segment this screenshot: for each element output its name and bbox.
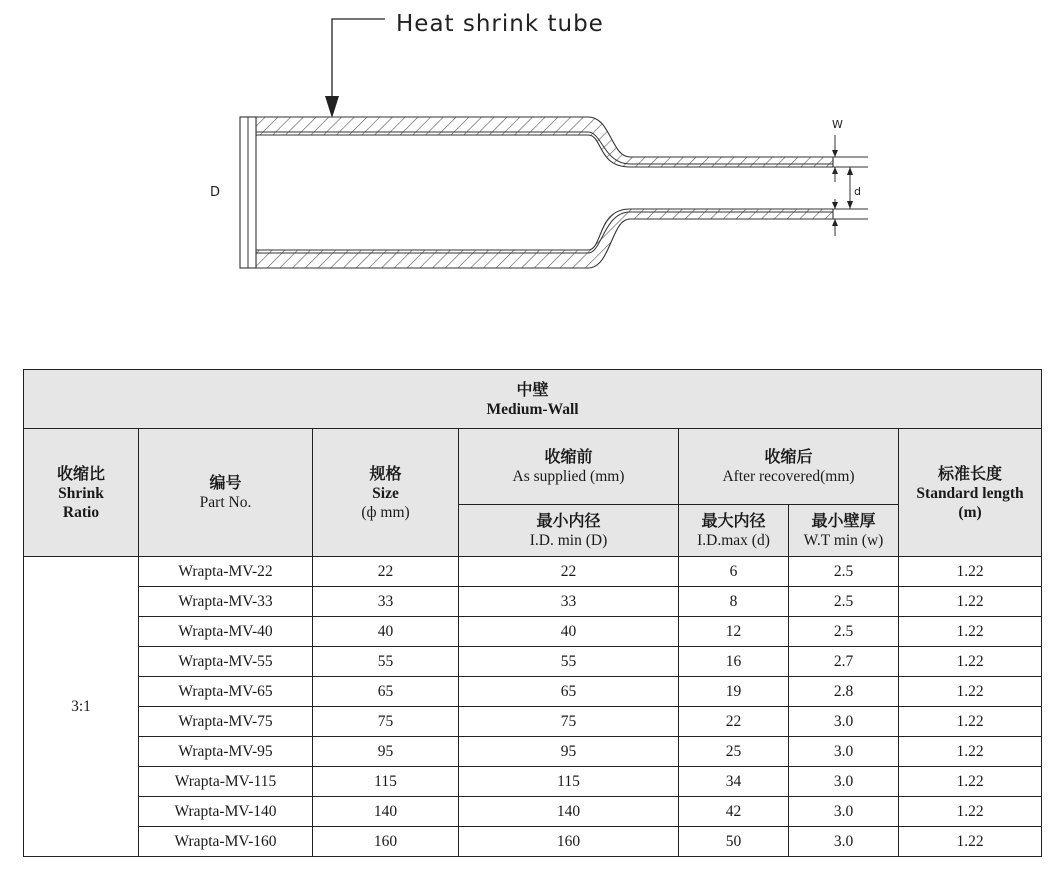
col-wt-min: 最小壁厚 W.T min (w): [789, 505, 899, 557]
heat-shrink-tube-diagram: [0, 0, 1051, 300]
size-cell: 115: [313, 767, 459, 797]
table-row: [24, 647, 1042, 677]
idmin-cell: 140: [459, 797, 679, 827]
wt-cell: 2.7: [789, 647, 899, 677]
part-cell: Wrapta-MV-75: [139, 707, 313, 737]
size-cell: 65: [313, 677, 459, 707]
dim-d-label: d: [854, 185, 861, 198]
spec-table: [23, 369, 1042, 857]
length-cell: 1.22: [899, 827, 1042, 857]
length-cell: 1.22: [899, 617, 1042, 647]
wt-cell: 3.0: [789, 767, 899, 797]
size-cell: 95: [313, 737, 459, 767]
size-cell: 33: [313, 587, 459, 617]
wt-cell: 3.0: [789, 737, 899, 767]
size-cell: 55: [313, 647, 459, 677]
table-row: [24, 737, 1042, 767]
table-row: [24, 827, 1042, 857]
idmin-cell: 22: [459, 557, 679, 587]
part-cell: Wrapta-MV-160: [139, 827, 313, 857]
part-cell: Wrapta-MV-33: [139, 587, 313, 617]
shrink-ratio-cell: 3:1: [24, 557, 139, 857]
idmax-cell: 19: [679, 677, 789, 707]
idmax-cell: 6: [679, 557, 789, 587]
d-arrow-bottom: [847, 201, 853, 209]
idmin-cell: 55: [459, 647, 679, 677]
wt-cell: 2.5: [789, 617, 899, 647]
size-cell: 75: [313, 707, 459, 737]
table-title: [24, 370, 1042, 429]
size-cell: 22: [313, 557, 459, 587]
part-cell: Wrapta-MV-65: [139, 677, 313, 707]
idmax-cell: 8: [679, 587, 789, 617]
wt-cell: 3.0: [789, 797, 899, 827]
tube-wall-top: [256, 117, 833, 167]
table-row: [24, 707, 1042, 737]
col-standard-length: 标准长度 Standard length (m): [899, 429, 1042, 557]
idmin-cell: 115: [459, 767, 679, 797]
length-cell: 1.22: [899, 737, 1042, 767]
col-as-supplied: 收缩前 As supplied (mm): [459, 429, 679, 505]
wt-cell: 2.5: [789, 587, 899, 617]
length-cell: 1.22: [899, 557, 1042, 587]
idmin-cell: 75: [459, 707, 679, 737]
table-row: [24, 557, 1042, 587]
d-arrow-top: [847, 167, 853, 175]
dim-D-label: D: [210, 185, 221, 200]
table-title-cn: 中壁: [516, 379, 549, 399]
length-cell: 1.22: [899, 767, 1042, 797]
col-id-min: 最小内径 I.D. min (D): [459, 505, 679, 557]
idmax-cell: 25: [679, 737, 789, 767]
col-after-recovered: 收缩后 After recovered(mm): [679, 429, 899, 505]
part-cell: Wrapta-MV-115: [139, 767, 313, 797]
callout-leader: [332, 19, 385, 100]
callout-arrowhead: [325, 96, 339, 118]
size-cell: 40: [313, 617, 459, 647]
part-cell: Wrapta-MV-95: [139, 737, 313, 767]
table-row: [24, 617, 1042, 647]
part-cell: Wrapta-MV-55: [139, 647, 313, 677]
table-row: [24, 797, 1042, 827]
length-cell: 1.22: [899, 677, 1042, 707]
dim-w-label: W: [832, 118, 843, 131]
length-cell: 1.22: [899, 707, 1042, 737]
col-size: 规格 Size (ф mm): [313, 429, 459, 557]
idmin-cell: 40: [459, 617, 679, 647]
w-arrow-top: [832, 150, 838, 157]
idmin-cell: 33: [459, 587, 679, 617]
wt-cell: 2.8: [789, 677, 899, 707]
part-cell: Wrapta-MV-22: [139, 557, 313, 587]
col-shrink-ratio: 收缩比 Shrink Ratio: [24, 429, 139, 557]
idmin-cell: 65: [459, 677, 679, 707]
idmin-cell: 160: [459, 827, 679, 857]
wt-cell: 2.5: [789, 557, 899, 587]
idmax-cell: 34: [679, 767, 789, 797]
table-title-en: Medium-Wall: [486, 400, 579, 418]
part-cell: Wrapta-MV-40: [139, 617, 313, 647]
idmax-cell: 42: [679, 797, 789, 827]
tube-wall-bottom: [256, 209, 833, 268]
diagram-label: Heat shrink tube: [396, 11, 604, 37]
col-part-no: 编号 Part No.: [139, 429, 313, 557]
size-cell: 140: [313, 797, 459, 827]
idmax-cell: 12: [679, 617, 789, 647]
idmax-cell: 50: [679, 827, 789, 857]
length-cell: 1.22: [899, 797, 1042, 827]
idmax-cell: 22: [679, 707, 789, 737]
idmin-cell: 95: [459, 737, 679, 767]
table-row: [24, 767, 1042, 797]
size-cell: 160: [313, 827, 459, 857]
col-id-max: 最大内径 I.D.max (d): [679, 505, 789, 557]
wt-cell: 3.0: [789, 827, 899, 857]
part-cell: Wrapta-MV-140: [139, 797, 313, 827]
length-cell: 1.22: [899, 647, 1042, 677]
table-row: [24, 587, 1042, 617]
table-row: [24, 677, 1042, 707]
length-cell: 1.22: [899, 587, 1042, 617]
wt-cell: 3.0: [789, 707, 899, 737]
idmax-cell: 16: [679, 647, 789, 677]
